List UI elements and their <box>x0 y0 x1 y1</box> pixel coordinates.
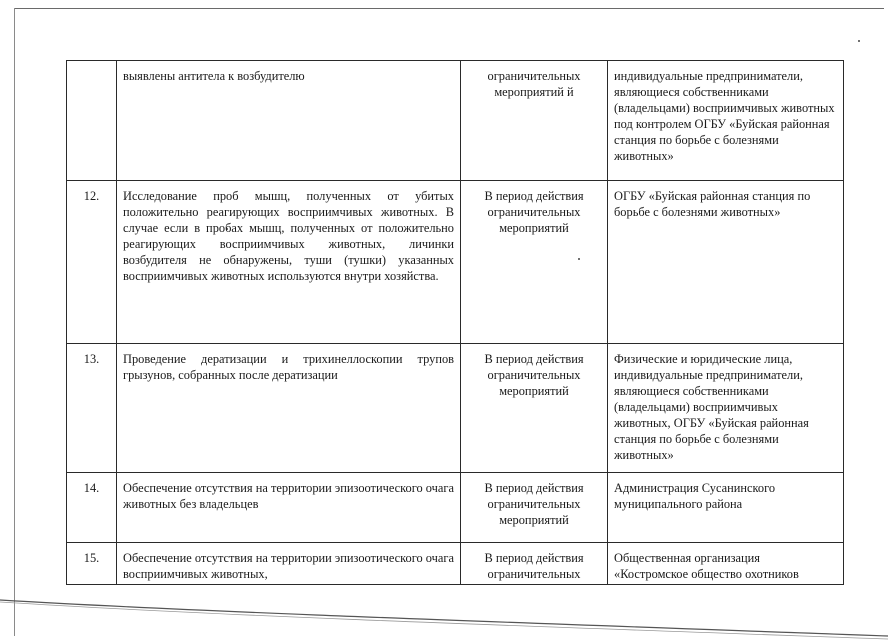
responsible-cell: Администрация Сусанинского муниципального района <box>608 473 844 543</box>
table-row <box>67 181 844 344</box>
action-cell: Обеспечение отсутствия на территории эпизоотического очага животных без владельцев <box>117 473 461 543</box>
responsible-cell: ОГБУ «Буйская районная станция по борьбе с болезнями животных» <box>608 181 844 344</box>
period-cell: В период действия ограничительных мероприятий <box>461 473 608 543</box>
page-edge-top <box>14 8 884 9</box>
responsible-cell: Общественная организация «Костромское общество охотников <box>608 543 844 585</box>
action-cell: Исследование проб мышц, полученных от убитых положительно реагирующих восприимчивых животных. В случае если в пробах мышц, полученных от положительно реагирующих восприимчивых животных, личинки возбудителя не обнаружены, туши (тушки) указанных восприимчивых животных используются внутри хозяйства. <box>117 181 461 344</box>
period-cell: ограничительных мероприятий й <box>461 61 608 181</box>
page-edge-left <box>14 8 15 636</box>
period-cell: В период действия ограничительных мероприятий <box>461 344 608 473</box>
row-number: 14. <box>67 473 117 543</box>
responsible-cell: Физические и юридические лица, индивидуальные предприниматели, являющиеся собственниками (владельцами) восприимчивых животных, ОГБУ «Буйская районная станция по борьбе с болезнями животных» <box>608 344 844 473</box>
responsible-cell: индивидуальные предприниматели, являющиеся собственниками (владельцами) восприимчивых животных под контролем ОГБУ «Буйская районная станция по борьбе с болезнями животных» <box>608 61 844 181</box>
measures-table <box>66 60 844 585</box>
action-cell: выявлены антитела к возбудителю <box>117 61 461 181</box>
row-number <box>67 61 117 181</box>
action-cell: Обеспечение отсутствия на территории эпизоотического очага восприимчивых животных, <box>117 543 461 585</box>
period-cell: В период действия ограничительных мероприятий <box>461 181 608 344</box>
table-row <box>67 473 844 543</box>
row-number: 12. <box>67 181 117 344</box>
page-edge-curve <box>0 592 888 640</box>
table-row <box>67 543 844 585</box>
row-number: 15. <box>67 543 117 585</box>
scan-speck <box>858 40 860 42</box>
period-cell: В период действия ограничительных <box>461 543 608 585</box>
action-cell: Проведение дератизации и трихинеллоскопии трупов грызунов, собранных после дератизации <box>117 344 461 473</box>
table-row <box>67 61 844 181</box>
table-row <box>67 344 844 473</box>
row-number: 13. <box>67 344 117 473</box>
